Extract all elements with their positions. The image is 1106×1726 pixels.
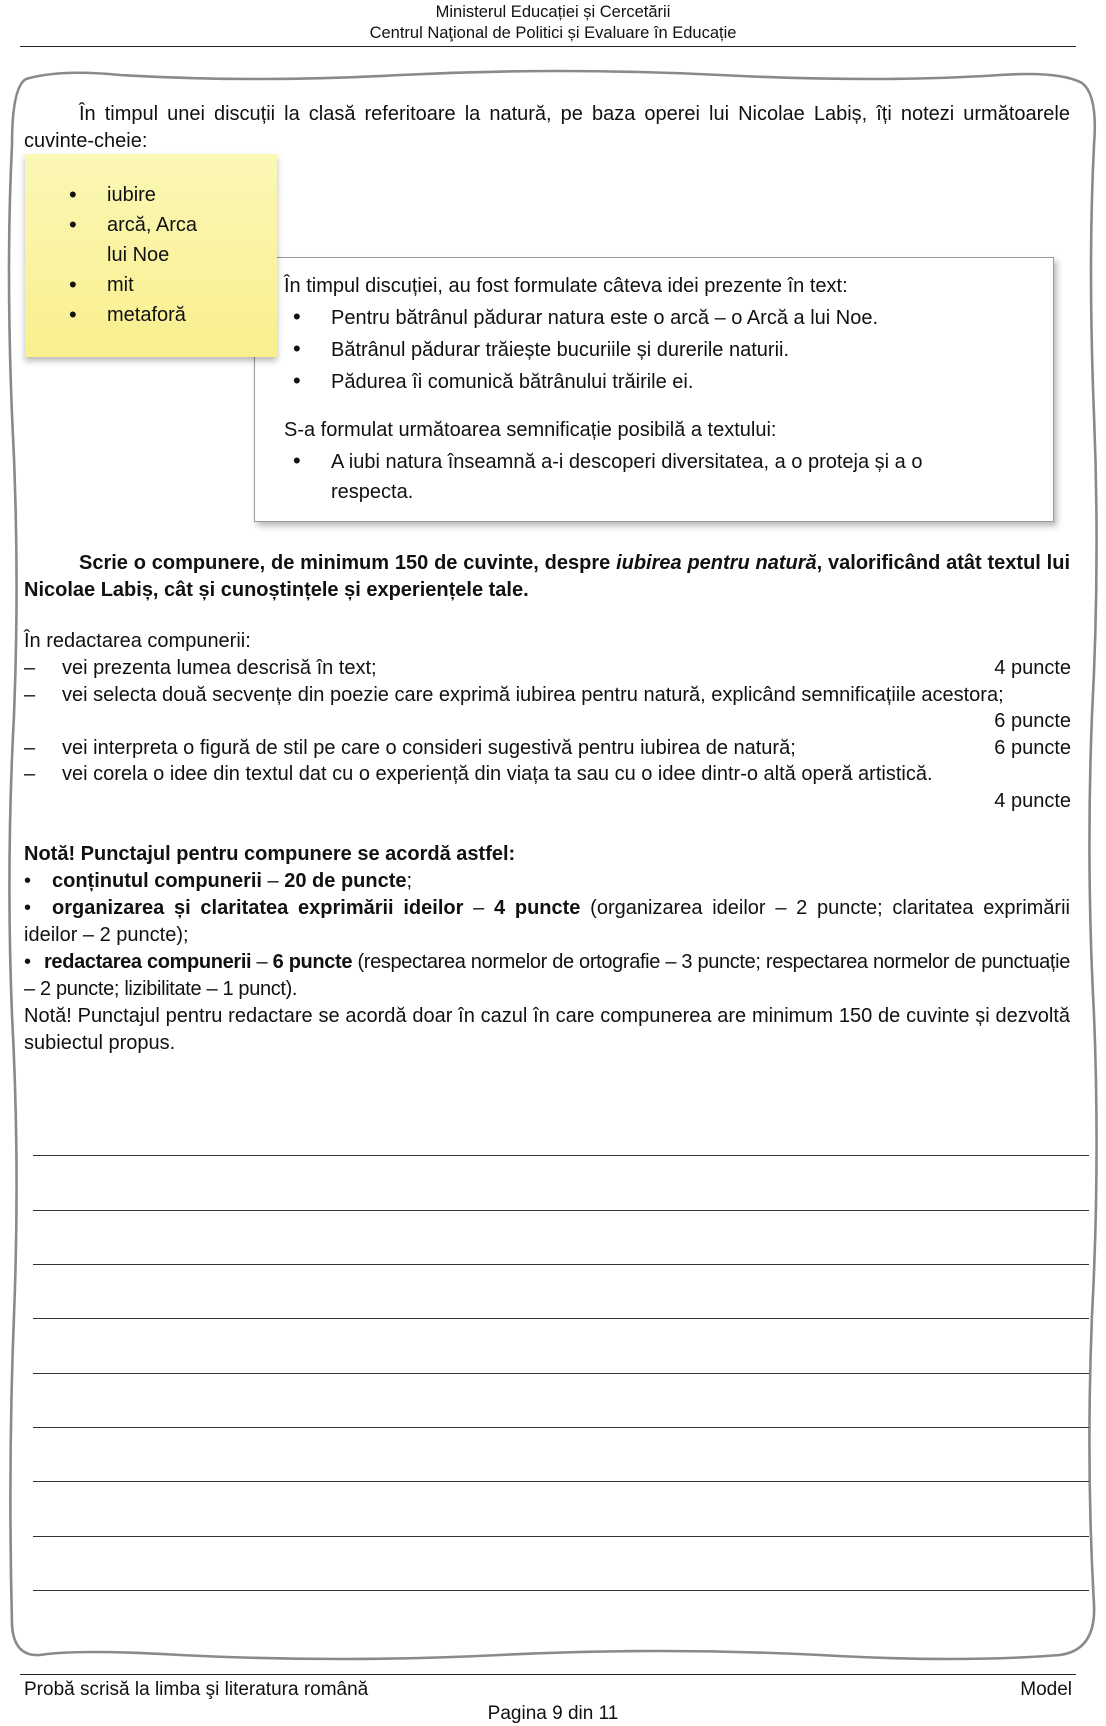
keyword-item: • arcă, Arca lui Noe [69, 212, 198, 266]
keyword-item: • metaforă [25, 300, 255, 330]
dash-marker: – [24, 684, 36, 706]
grading-criterion: • conținutul compunerii – 20 de puncte; [24, 868, 1070, 895]
requirement-points: 6 puncte [994, 710, 1071, 732]
requirements-intro: În redactarea compunerii: [24, 630, 251, 652]
writing-line[interactable] [33, 1536, 1089, 1537]
bullet-dot: • [293, 304, 301, 329]
header-divider [20, 46, 1076, 47]
bullet-dot: • [293, 336, 301, 361]
grading-criterion: • organizarea și claritatea exprimării ideilor – 4 puncte (organizarea ideilor – 2 puncte; claritatea exprimării ideilor – 2 puncte); [24, 897, 1070, 946]
requirement-item: vei selecta două secvențe din poezie care exprimă iubirea pentru natură, explicând semnificațiile acestora; [62, 684, 1004, 706]
bullet-dot: • [24, 870, 32, 892]
bullet-dot: • [293, 368, 301, 393]
bullet-dot: • [293, 448, 301, 473]
ideas-intro: În timpul discuției, au fost formulate câteva idei prezente în text: [284, 275, 848, 297]
bullet-dot: • [69, 302, 77, 327]
idea-item: Pădurea îi comunică bătrânului trăirile ei. [331, 371, 694, 393]
footer-divider [20, 1674, 1076, 1675]
requirement-item: vei interpreta o figură de stil pe care o consideri sugestivă pentru iubirea de natură; [62, 737, 796, 759]
intro-paragraph: În timpul unei discuții la clasă referitoare la natură, pe baza operei lui Nicolae Labiș, îți notezi următoarele cuvinte-cheie: [24, 103, 1070, 152]
grading-note: Notă! Punctajul pentru redactare se acordă doar în cazul în care compunerea are minimum 150 de cuvinte și dezvoltă subiectul propus. [24, 1005, 1070, 1054]
exam-name: Probă scrisă la limba şi literatura română [24, 1679, 369, 1700]
writing-line[interactable] [33, 1590, 1089, 1591]
requirement-points: 6 puncte [994, 737, 1071, 759]
keywords-list [25, 180, 255, 330]
requirement-item: vei prezenta lumea descrisă în text; [62, 657, 377, 679]
page-number: Pagina 9 din 11 [487, 1703, 619, 1724]
bullet-dot: • [24, 951, 31, 973]
keywords-sticky-note [25, 154, 277, 357]
writing-line[interactable] [33, 1210, 1089, 1211]
task-statement: Scrie o compunere, de minimum 150 de cuvinte, despre iubirea pentru natură, valorificând atât textul lui Nicolae Labiș, cât și cunoștințele și experiențele tale. [24, 552, 1070, 601]
idea-item: Pentru bătrânul pădurar natura este o arcă – o Arcă a lui Noe. [331, 307, 879, 329]
idea-item: Bătrânul pădurar trăiește bucuriile și durerile naturii. [331, 339, 790, 361]
bullet-dot: • [69, 182, 77, 207]
requirement-points: 4 puncte [994, 657, 1071, 679]
bullet-dot: • [69, 212, 77, 237]
writing-line[interactable] [33, 1427, 1089, 1428]
model-label: Model [1020, 1679, 1072, 1700]
ideas-box [254, 257, 1054, 522]
writing-line[interactable] [33, 1481, 1089, 1482]
meaning-intro: S-a formulat următoarea semnificație posibilă a textului: [284, 419, 777, 441]
ministry-name: Ministerul Educației și Cercetării [435, 3, 671, 21]
grading-criterion: • redactarea compunerii – 6 puncte (respectarea normelor de ortografie – 3 puncte; respectarea normelor de punctuație – 2 puncte; lizibilitate – 1 punct). [24, 951, 1071, 1000]
keyword-item: • mit [25, 270, 255, 300]
writing-line[interactable] [33, 1155, 1089, 1156]
requirement-points: 4 puncte [994, 790, 1071, 812]
dash-marker: – [24, 763, 36, 785]
page-header [0, 2, 1106, 44]
meaning-item-line: A iubi natura înseamnă a-i descoperi diversitatea, a o proteja și a o [331, 451, 923, 473]
center-name: Centrul Naţional de Politici și Evaluare în Educație [369, 24, 737, 42]
keyword-item: • iubire [25, 180, 255, 210]
bullet-dot: • [24, 897, 32, 919]
writing-line[interactable] [33, 1264, 1089, 1265]
dash-marker: – [24, 657, 36, 679]
writing-line[interactable] [33, 1318, 1089, 1319]
writing-line[interactable] [33, 1373, 1089, 1374]
dash-marker: – [24, 737, 36, 759]
bullet-dot: • [69, 272, 77, 297]
meaning-item-line: respecta. [331, 481, 414, 503]
grading-title: Notă! Punctajul pentru compunere se acordă astfel: [24, 843, 516, 865]
requirement-item: vei corela o idee din textul dat cu o experiență din viața ta sau cu o idee dintr-o altă operă artistică. [62, 763, 933, 785]
